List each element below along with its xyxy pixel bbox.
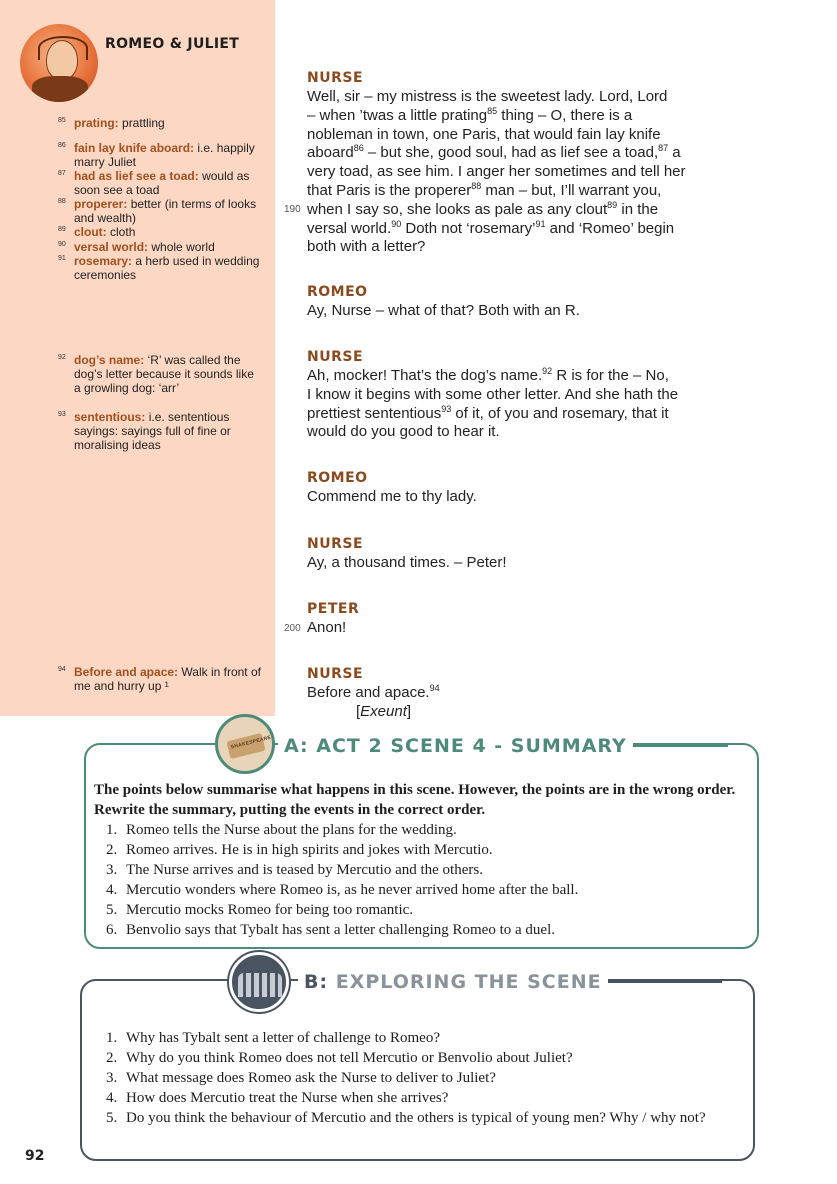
summary-list	[106, 820, 746, 940]
shakespeare-scroll-icon: SHAKESPEARE	[215, 714, 275, 774]
stage-direction: [Exeunt]	[356, 703, 412, 720]
list-item: 4. How does Mercutio treat the Nurse when she arrives?	[106, 1090, 449, 1106]
page-number: 92	[25, 1148, 45, 1164]
speaker-name: NURSE	[307, 70, 364, 86]
glossary-note: 87 had as lief see a toad: would as soon see a toad	[58, 169, 250, 197]
glossary-note: 85 prating: prattling	[58, 116, 165, 130]
line-number: 200	[284, 623, 301, 634]
glossary-note: 93 sententious: i.e. sententious sayings: sayings full of fine or moralising ideas	[58, 410, 231, 452]
question-list	[106, 1028, 716, 1128]
list-item: 2. Romeo arrives. He is in high spirits and jokes with Mercutio.	[106, 842, 493, 858]
shakespeare-portrait-icon	[20, 24, 98, 102]
verona-arena-icon	[229, 952, 289, 1012]
glossary-note: 92 dog’s name: ‘R’ was called the dog’s letter because it sounds like a growling dog: ‘arr’	[58, 353, 254, 395]
section-b-heading: B: EXPLORING THE SCENE	[298, 971, 608, 993]
play-title: ROMEO & JULIET	[105, 36, 240, 52]
speech-text: Anon!	[307, 619, 347, 636]
list-item: 3. The Nurse arrives and is teased by Mercutio and the others.	[106, 862, 483, 878]
summary-instructions: The points below summarise what happens in this scene. However, the points are in the wrong order. Rewrite the summary, putting the events in the correct order.	[94, 782, 736, 818]
list-item: 2. Why do you think Romeo does not tell Mercutio or Benvolio about Juliet?	[106, 1050, 573, 1066]
glossary-note: 90 versal world: whole world	[58, 240, 215, 254]
speech-text: Ah, mocker! That’s the dog’s name.$^{92}$ R is for the – No, I know it begins with some other letter. And she hath the prettiest sententious$^{93}$ of it, of you and rosemary, that it would do you good to hear it.	[307, 366, 679, 441]
line-number: 190	[284, 204, 301, 215]
glossary-note: 94 Before and apace: Walk in front of me and hurry up ¹	[58, 665, 261, 693]
speech-text: Ay, a thousand times. – Peter!	[307, 554, 507, 571]
list-item: 1. Romeo tells the Nurse about the plans for the wedding.	[106, 822, 457, 838]
speaker-name: ROMEO	[307, 470, 368, 486]
list-item: 6. Benvolio says that Tybalt has sent a letter challenging Romeo to a duel.	[106, 922, 555, 938]
glossary-note: 86 fain lay knife aboard: i.e. happily marry Juliet	[58, 141, 255, 169]
speech-text: Commend me to thy lady.	[307, 488, 477, 505]
section-a-heading: A: ACT 2 SCENE 4 - SUMMARY	[278, 735, 633, 757]
glossary-note: 88 properer: better (in terms of looks and wealth)	[58, 197, 257, 225]
speaker-name: NURSE	[307, 666, 364, 682]
speaker-name: NURSE	[307, 349, 364, 365]
speaker-name: PETER	[307, 601, 360, 617]
speech-text: Ay, Nurse – what of that? Both with an R.	[307, 302, 580, 319]
speaker-name: ROMEO	[307, 284, 368, 300]
list-item: 4. Mercutio wonders where Romeo is, as he never arrived home after the ball.	[106, 882, 579, 898]
glossary-note: 89 clout: cloth	[58, 225, 136, 239]
speaker-name: NURSE	[307, 536, 364, 552]
speech-text: Well, sir – my mistress is the sweetest lady. Lord, Lord – when ’twas a little prating$^{85}$ thing – O, there is a nobleman in town, one Paris, that would fain lay knife aboard$^{86}$ – but she, good soul, had as lief see a toad,$^{87}$ a very toad, as see him. I anger her sometimes and tell her that Paris is the properer$^{88}$ man – but, I’ll warrant you, when I say so, she looks as pale as any clout$^{89}$ in the versal world.$^{90}$ Doth not ‘rosemary’$^{91}$ and ‘Romeo’ begin both with a letter?	[307, 88, 686, 256]
glossary-note: 91 rosemary: a herb used in wedding ceremonies	[58, 254, 260, 282]
list-item: 5. Do you think the behaviour of Mercutio and the others is typical of young men? Why / why not?	[106, 1110, 706, 1126]
list-item: 3. What message does Romeo ask the Nurse to deliver to Juliet?	[106, 1070, 496, 1086]
speech-text: Before and apace.$^{94}$	[307, 683, 440, 701]
list-item: 1. Why has Tybalt sent a letter of challenge to Romeo?	[106, 1030, 440, 1046]
list-item: 5. Mercutio mocks Romeo for being too romantic.	[106, 902, 414, 918]
